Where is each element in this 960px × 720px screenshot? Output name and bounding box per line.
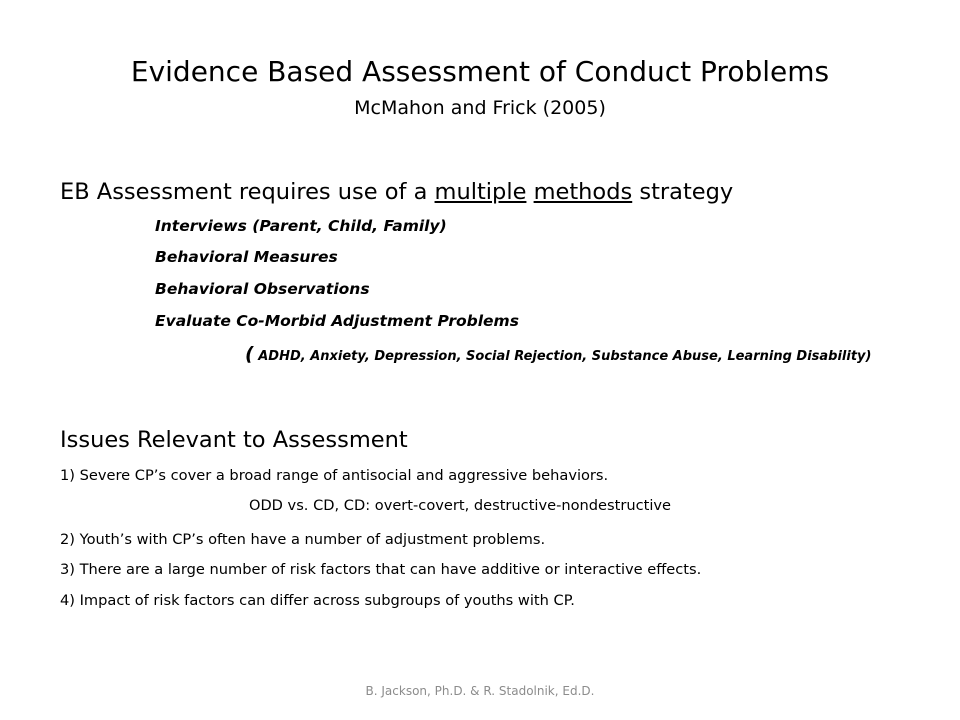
method-item-behavioral-measures: Behavioral Measures [155,248,338,266]
comorbid-note-open-paren: ( [245,343,254,365]
section2-heading: Issues Relevant to Assessment [60,427,408,453]
method-item-interviews: Interviews (Parent, Child, Family) [155,217,447,235]
section1-heading-multiple: multiple [434,179,527,205]
comorbid-note-text: ADHD, Anxiety, Depression, Social Rejection, Substance Abuse, Learning Disability) [253,349,872,364]
section1-heading [60,176,733,208]
slide-title: Evidence Based Assessment of Conduct Problems [130,55,830,88]
section1-heading-space [526,179,533,205]
comorbid-note [245,342,871,369]
section1-heading-methods: methods [533,179,633,205]
footer-authors: B. Jackson, Ph.D. & R. Stadolnik, Ed.D. [365,684,595,698]
section1-heading-pre: EB Assessment requires use of a [60,179,435,205]
method-item-behavioral-observations: Behavioral Observations [155,280,370,298]
issue-1-detail: ODD vs. CD, CD: overt-covert, destructive-nondestructive [248,497,672,514]
slide-subtitle: McMahon and Frick (2005) [354,97,606,119]
issue-4: 4) Impact of risk factors can differ across subgroups of youths with CP. [60,592,575,609]
method-item-comorbid: Evaluate Co-Morbid Adjustment Problems [155,312,519,330]
section1-heading-post: strategy [632,179,734,205]
issue-2: 2) Youth’s with CP’s often have a number of adjustment problems. [60,531,546,548]
issue-1: 1) Severe CP’s cover a broad range of antisocial and aggressive behaviors. [60,467,609,484]
issue-3: 3) There are a large number of risk factors that can have additive or interactive effects. [60,561,702,578]
